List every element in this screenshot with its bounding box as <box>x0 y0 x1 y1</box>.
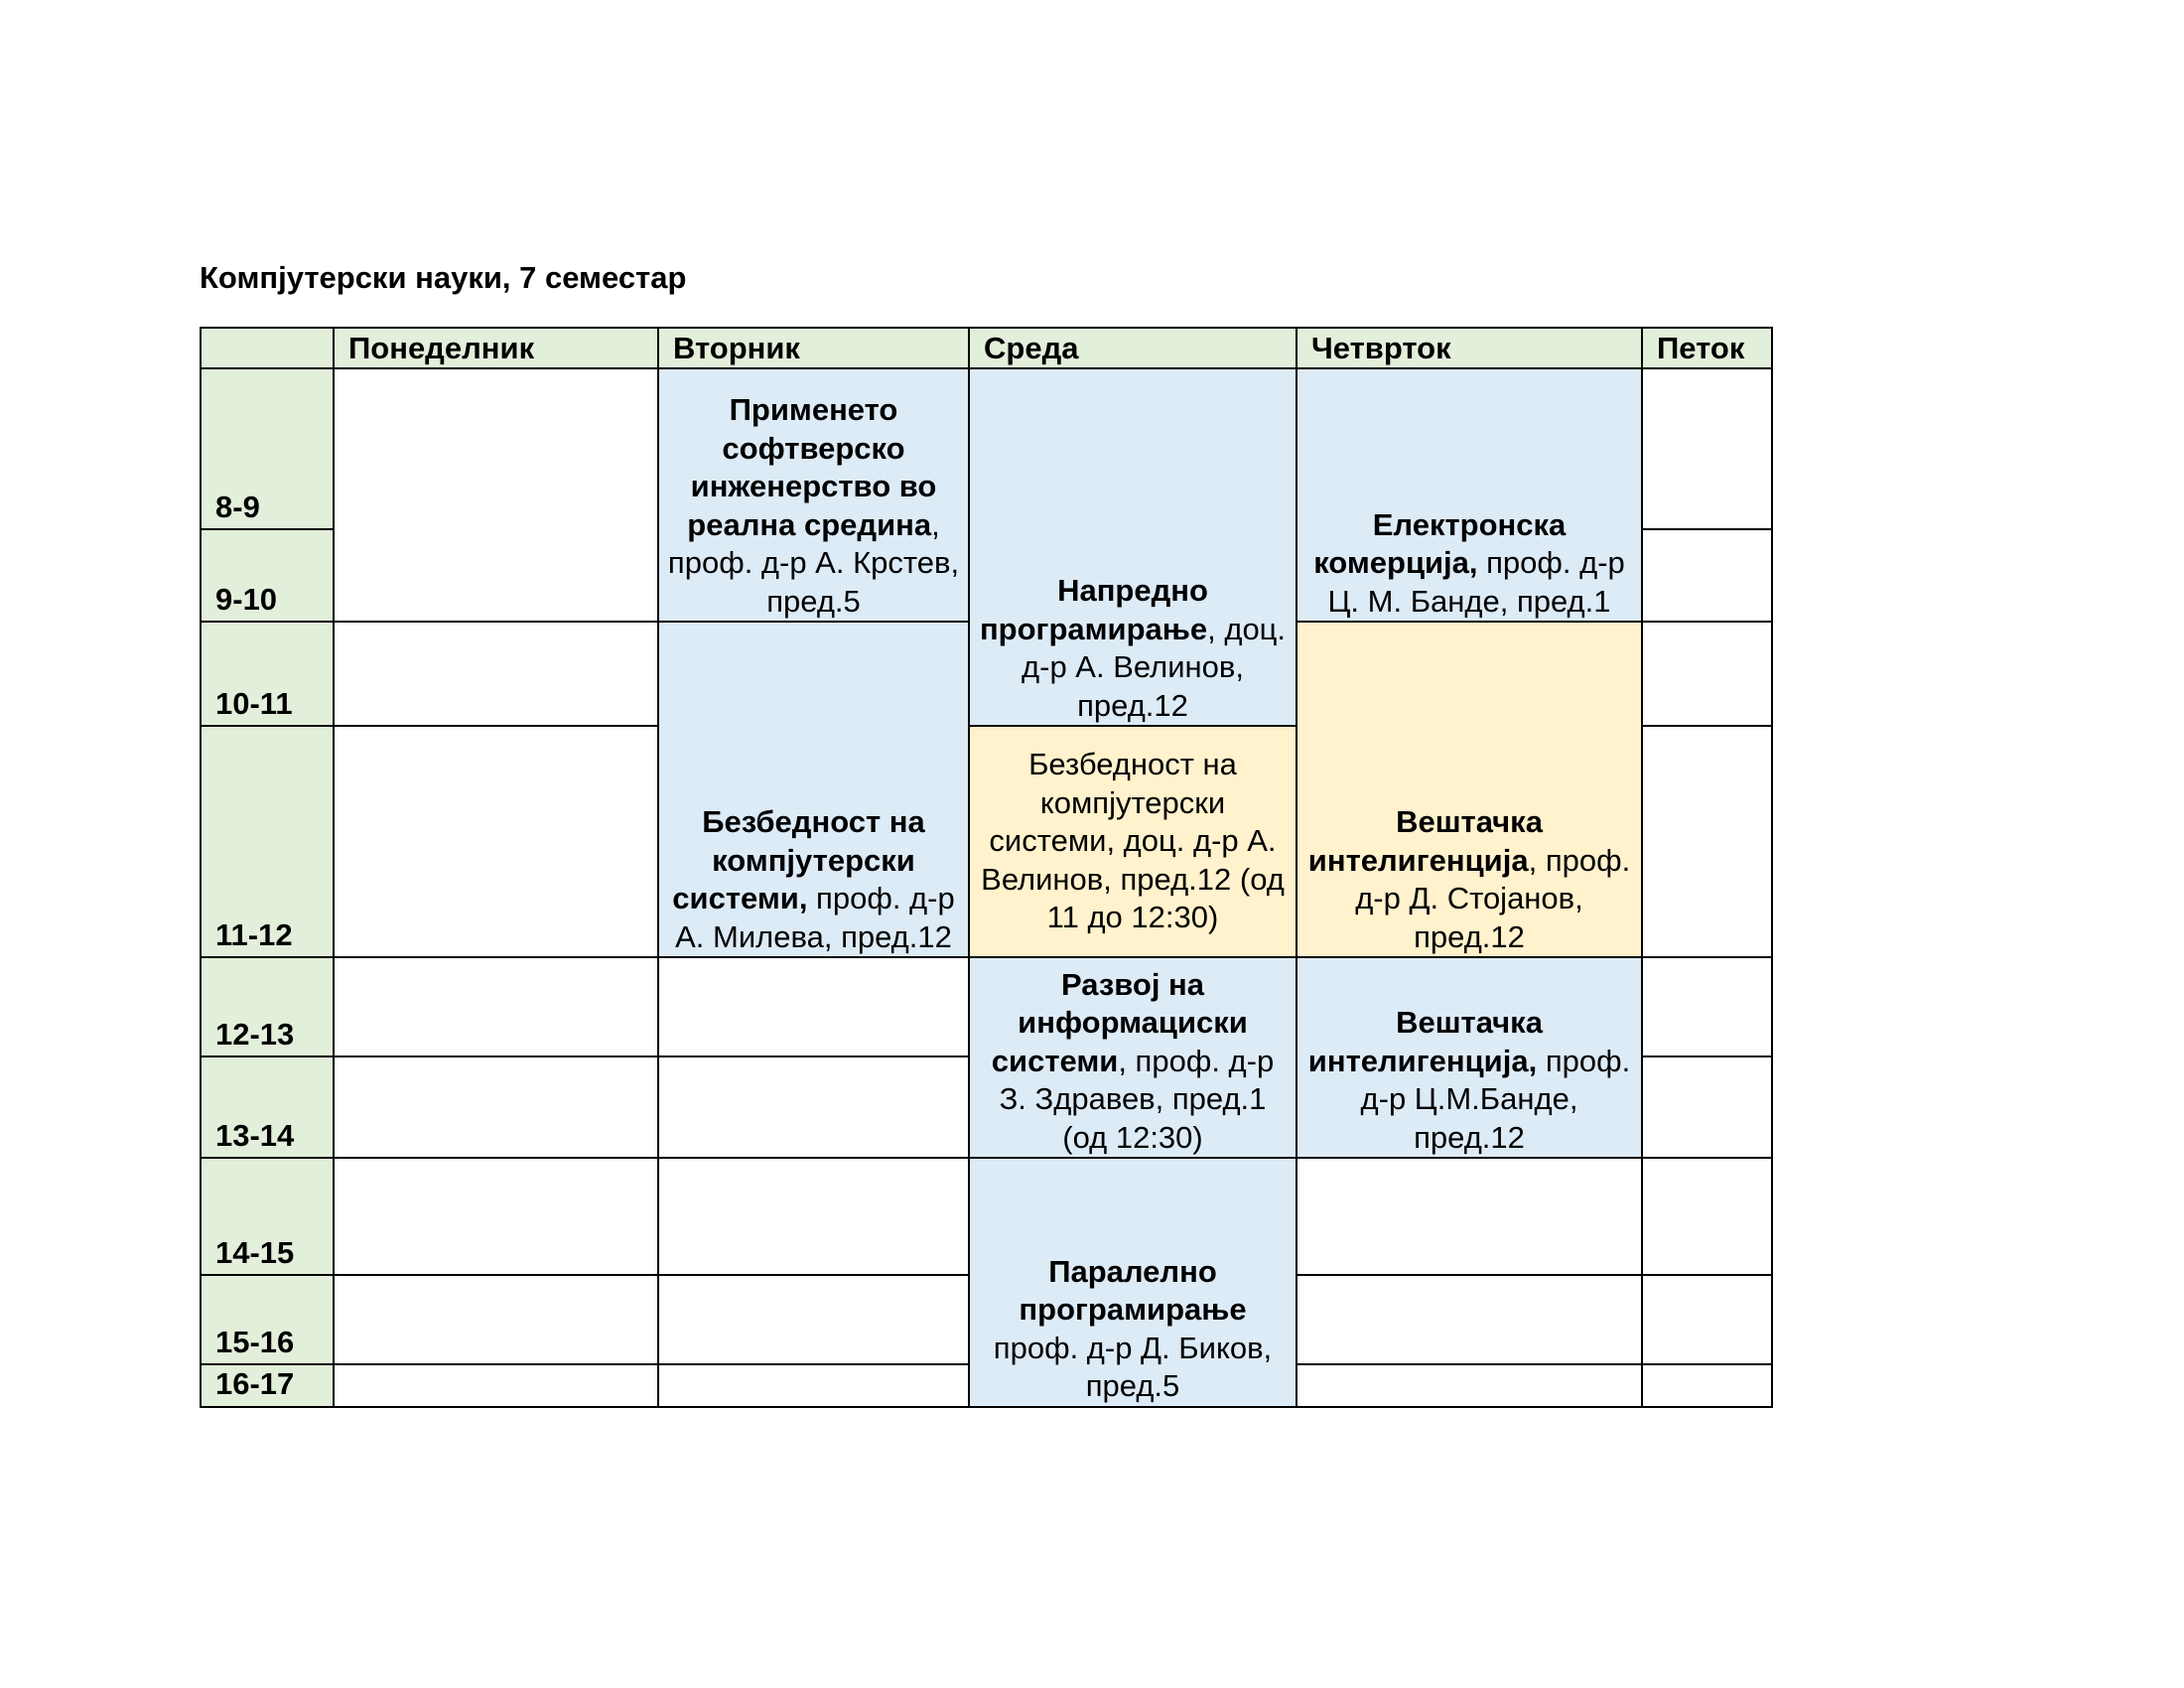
empty-cell-tue-16-17 <box>658 1364 969 1407</box>
course-cell-wed-14-17 <box>969 1158 1297 1407</box>
empty-cell-fri-8-9 <box>1642 368 1772 529</box>
course-name: Напредно програмирање <box>979 573 1208 646</box>
time-slot-16-17: 16-17 <box>201 1364 334 1407</box>
course-name: Безбедност на компјутерски системи, <box>672 804 925 915</box>
empty-cell-mon-14-15 <box>334 1158 658 1275</box>
course-cell-tue-10-12 <box>658 622 969 957</box>
course-cell-wed-12-14 <box>969 957 1297 1158</box>
header-day-friday: Петок <box>1642 328 1772 368</box>
course-details: , проф. д-р А. Крстев, пред.5 <box>667 506 960 619</box>
empty-cell-fri-11-12 <box>1642 726 1772 957</box>
time-slot-11-12: 11-12 <box>201 726 334 957</box>
empty-cell-tue-13-14 <box>658 1056 969 1158</box>
course-details: Безбедност на компјутерски системи, доц. д-р А. Велинов, пред.12 (од 11 до 12:30) <box>981 747 1285 935</box>
empty-cell-thu-16-17 <box>1297 1364 1642 1407</box>
header-corner-cell <box>201 328 334 368</box>
course-cell-thu-8-10 <box>1297 368 1642 622</box>
header-row <box>201 328 1772 368</box>
course-details: проф. д-р А. Милева, пред.12 <box>675 881 955 954</box>
empty-cell-mon-10-11 <box>334 622 658 726</box>
empty-cell-tue-15-16 <box>658 1275 969 1364</box>
empty-cell-mon-13-14 <box>334 1056 658 1158</box>
time-slot-12-13: 12-13 <box>201 957 334 1056</box>
course-cell-tue-8-10 <box>658 368 969 622</box>
time-slot-8-9: 8-9 <box>201 368 334 529</box>
empty-cell-tue-14-15 <box>658 1158 969 1275</box>
schedule-table <box>200 327 1773 1408</box>
course-cell-thu-12-14 <box>1297 957 1642 1158</box>
table-row <box>201 957 1772 1056</box>
course-cell-wed-11-12 <box>969 726 1297 957</box>
course-name: Развој на информациски системи <box>991 966 1248 1078</box>
course-details: , проф. д-р З. Здравев, пред.1 (од 12:30) <box>999 1043 1275 1155</box>
empty-cell-fri-9-10 <box>1642 529 1772 622</box>
time-slot-13-14: 13-14 <box>201 1056 334 1158</box>
empty-cell-thu-14-15 <box>1297 1158 1642 1275</box>
time-slot-9-10: 9-10 <box>201 529 334 622</box>
course-details: проф. д-р Ц. М. Банде, пред.1 <box>1327 545 1625 619</box>
empty-cell-fri-12-13 <box>1642 957 1772 1056</box>
course-cell-wed-8-11 <box>969 368 1297 726</box>
empty-cell-fri-16-17 <box>1642 1364 1772 1407</box>
time-slot-14-15: 14-15 <box>201 1158 334 1275</box>
empty-cell-mon-8-10 <box>334 368 658 622</box>
empty-cell-fri-15-16 <box>1642 1275 1772 1364</box>
header-day-tuesday: Вторник <box>658 328 969 368</box>
empty-cell-thu-15-16 <box>1297 1275 1642 1364</box>
course-details: проф. д-р Д. Биков, пред.5 <box>993 1330 1273 1403</box>
empty-cell-fri-13-14 <box>1642 1056 1772 1158</box>
course-name: Вештачка интелигенција, <box>1307 1005 1543 1078</box>
table-row <box>201 368 1772 529</box>
empty-cell-mon-15-16 <box>334 1275 658 1364</box>
empty-cell-fri-10-11 <box>1642 622 1772 726</box>
empty-cell-fri-14-15 <box>1642 1158 1772 1275</box>
empty-cell-tue-12-13 <box>658 957 969 1056</box>
course-name: Паралелно програмирање <box>1019 1253 1247 1327</box>
header-day-monday: Понеделник <box>334 328 658 368</box>
time-slot-15-16: 15-16 <box>201 1275 334 1364</box>
empty-cell-mon-11-12 <box>334 726 658 957</box>
time-slot-10-11: 10-11 <box>201 622 334 726</box>
course-details: , доц. д-р А. Велинов, пред.12 <box>1022 611 1287 723</box>
table-row <box>201 1158 1772 1275</box>
course-name: Вештачка интелигенција <box>1307 804 1543 878</box>
document-title: Компјутерски науки, 7 семестар <box>200 260 687 295</box>
course-name: Електронска комерција, <box>1313 506 1567 580</box>
course-name: Применето софтверско инженерство во реална средина <box>687 392 937 542</box>
header-day-wednesday: Среда <box>969 328 1297 368</box>
header-day-thursday: Четврток <box>1297 328 1642 368</box>
empty-cell-mon-16-17 <box>334 1364 658 1407</box>
empty-cell-mon-12-13 <box>334 957 658 1056</box>
course-details: проф. д-р Ц.М.Банде, пред.12 <box>1360 1043 1631 1155</box>
course-details: , проф. д-р Д. Стојанов, пред.12 <box>1355 842 1631 954</box>
course-cell-thu-10-12 <box>1297 622 1642 957</box>
